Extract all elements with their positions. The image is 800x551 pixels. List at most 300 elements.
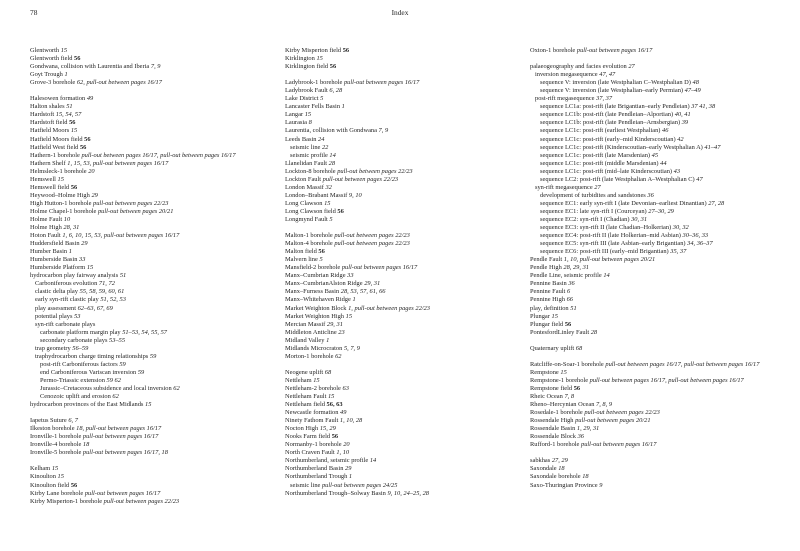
- index-page-ref: pull-out between pages 22/23: [93, 199, 169, 207]
- index-page-ref: 45: [651, 151, 659, 159]
- index-entry: [285, 95, 535, 103]
- index-entry: [530, 216, 792, 224]
- index-entry: [530, 240, 792, 248]
- index-page-ref: 51–53, 54, 55, 57: [122, 328, 167, 336]
- index-term: Kelham: [30, 465, 51, 473]
- index-term: seismic line: [290, 481, 321, 489]
- index-term: Neogene uplift: [285, 368, 324, 376]
- index-entry: [30, 482, 280, 490]
- index-term: Rempstone-1 borehole: [530, 376, 589, 384]
- index-entry: [530, 393, 792, 401]
- index-page-ref: 53: [74, 312, 81, 320]
- index-term: Normanby-1 borehole: [285, 441, 342, 449]
- index-entry: [530, 87, 792, 95]
- index-page-ref: 30, 32: [672, 224, 689, 232]
- index-term: Nettleham field: [285, 401, 325, 409]
- index-entry: [30, 465, 280, 473]
- index-page-ref: 15, 29: [319, 425, 336, 433]
- index-page-ref: 15: [316, 55, 323, 63]
- index-page-ref: 51: [66, 103, 73, 111]
- index-term: Heywood–Holme High: [30, 191, 90, 199]
- index-term: Saxondale: [530, 465, 557, 473]
- index-term: Rempstone: [530, 368, 559, 376]
- index-term: Laurentia, collision with Gondwana: [285, 127, 377, 135]
- index-entry: [530, 377, 792, 385]
- index-entry: [30, 103, 280, 111]
- index-page-ref: 24: [318, 135, 325, 143]
- index-entry: [530, 103, 792, 111]
- index-term: Permo-Triassic extension: [40, 376, 105, 384]
- index-page-ref: 9, 10: [348, 191, 362, 199]
- index-column-1: [30, 47, 280, 506]
- index-page-ref: 22: [321, 143, 329, 151]
- index-term: carbonate platform margin play: [40, 328, 121, 336]
- index-term: Northumberland Trough: [285, 473, 348, 481]
- index-entry: [30, 240, 280, 248]
- index-entry: [30, 305, 280, 313]
- index-term: Gondwana, collision with Laurentia and Iberia: [30, 63, 150, 71]
- index-term: Lake District: [285, 95, 319, 103]
- index-term: Plungar field: [530, 320, 564, 328]
- index-term: Nettleham-2 borehole: [285, 384, 341, 392]
- index-entry: [530, 457, 792, 465]
- index-entry: [285, 449, 535, 457]
- index-page-ref: 28, 29, 31: [563, 264, 589, 272]
- index-term: Malton field: [285, 248, 317, 256]
- index-page-ref: pull-out between pages 22/23: [103, 497, 180, 505]
- index-term: Quaternary uplift: [530, 344, 575, 352]
- index-term: post-rift Carboniferous factors: [40, 360, 118, 368]
- index-entry: [285, 393, 535, 401]
- index-term: sequence LC1b: post-rift (late Pendleian–Alportian): [540, 111, 674, 119]
- index-page-ref: 51: [119, 272, 127, 280]
- index-term: Malton-1 borehole: [285, 232, 333, 240]
- index-page-ref: 15: [551, 312, 558, 320]
- index-page-ref: 27, 29: [551, 457, 568, 465]
- index-entry: [530, 401, 792, 409]
- index-page-ref: 20: [343, 441, 350, 449]
- index-page-ref: 23: [338, 328, 345, 336]
- index-page-ref: 5: [329, 215, 333, 223]
- index-term: Rossendale Block: [530, 433, 576, 441]
- index-term: Mercian Massif: [285, 320, 326, 328]
- index-entry: [530, 305, 792, 313]
- index-term: Nettleham: [285, 376, 312, 384]
- index-page-ref: 62: [112, 393, 119, 401]
- index-entry: [285, 232, 535, 240]
- index-page-ref: pull-out between pages 20/21: [575, 417, 651, 425]
- index-entry: [30, 232, 280, 240]
- index-page-ref: 10: [63, 215, 71, 223]
- index-term: Hathern-1 borehole: [30, 151, 80, 159]
- index-page-ref: 47: [696, 175, 703, 183]
- index-term: Kinoulton field: [30, 481, 70, 489]
- index-term: Holme Fault: [30, 215, 63, 223]
- index-entry: [530, 288, 792, 296]
- index-term: syn-rift megasequence: [535, 183, 593, 191]
- index-entry: [285, 240, 535, 248]
- index-term: post-rift megasequence: [535, 95, 595, 103]
- index-entry: [285, 127, 535, 135]
- index-page-ref: 7, 9: [378, 127, 389, 135]
- index-page-ref: pull-out between pages 16/17: [341, 264, 418, 272]
- index-page-ref: pull-out between pages 24/25: [321, 481, 398, 489]
- index-page-ref: 53–55: [109, 336, 126, 344]
- index-term: sequence LC1b: post-rift (late Pendleian–Arnsbergian): [540, 119, 681, 127]
- index-term: seismic line: [290, 143, 321, 151]
- index-term: Grove-3 borehole: [30, 79, 76, 87]
- index-page-ref: 18: [558, 465, 565, 473]
- index-term: Kirby Misperton-1 borehole: [30, 497, 103, 505]
- index-term: Long Clawson field: [285, 207, 336, 215]
- index-entry: [285, 280, 535, 288]
- index-entry: [530, 136, 792, 144]
- index-entry: [530, 168, 792, 176]
- index-page-ref: 35, 37: [670, 248, 687, 256]
- index-page-ref: ,: [665, 376, 669, 384]
- index-page-ref: 29: [345, 465, 352, 473]
- index-term: Manx–Whitehaven Ridge: [285, 296, 351, 304]
- index-page-ref: 59: [119, 360, 126, 368]
- index-entry: [30, 361, 280, 369]
- index-entry: [285, 47, 535, 55]
- index-term: sequence EC2: syn-rift I (Chadian): [540, 215, 630, 223]
- index-entry: [30, 377, 280, 385]
- index-page-ref: pull-out between pages 16/17: [103, 232, 180, 240]
- index-entry: [30, 71, 280, 79]
- index-entry: [285, 200, 535, 208]
- index-entry: [30, 208, 280, 216]
- index-page-ref: pull-out between pages 22/23: [584, 409, 660, 417]
- index-page-ref: 27: [628, 63, 635, 71]
- index-page-ref: 1, 10,: [563, 256, 580, 264]
- index-entry: [285, 457, 535, 465]
- index-term: Long Clawson: [285, 199, 323, 207]
- index-term: Morton-1 borehole: [285, 352, 334, 360]
- index-entry: [30, 490, 280, 498]
- index-entry: [30, 47, 280, 55]
- index-gap: [530, 353, 792, 361]
- index-page-ref: 15: [60, 47, 68, 54]
- index-entry: [530, 433, 792, 441]
- index-term: sequence LC1c: post-rift (early–mid Kinderscoutian): [540, 135, 676, 143]
- index-entry: [285, 409, 535, 417]
- index-term: inversion megasequence: [535, 71, 598, 79]
- index-entry: [530, 425, 792, 433]
- index-page-ref: 36: [568, 280, 575, 288]
- index-term: Kinoulton: [30, 473, 56, 481]
- index-page-ref: 49: [86, 95, 94, 103]
- index-page-ref: pull-out between pages 22/23: [337, 167, 413, 175]
- index-page-ref: pull-out between pages 22/23: [334, 240, 410, 248]
- index-entry: [285, 79, 535, 87]
- index-entry: [530, 465, 792, 473]
- index-entry: [285, 465, 535, 473]
- index-entry: [30, 200, 280, 208]
- index-page-ref: 1, 10, 28: [339, 417, 363, 425]
- index-page-ref: 15, 54, 57: [55, 111, 82, 119]
- index-page-ref: 56: [318, 248, 325, 256]
- index-gap: [30, 457, 280, 465]
- index-page-ref: 56: [70, 481, 78, 489]
- index-entry: [530, 369, 792, 377]
- index-term: Malvern line: [285, 256, 318, 264]
- index-entry: [285, 176, 535, 184]
- index-page-ref: 15: [57, 175, 64, 183]
- index-page-ref: pull-out between pages 22/23: [322, 175, 399, 183]
- index-entry: [30, 95, 280, 103]
- index-term: Ladybrook-1 borehole: [285, 79, 343, 87]
- index-entry: [30, 345, 280, 353]
- index-page-ref: pull-out between pages 20/21: [579, 256, 656, 264]
- index-term: Hatfield West field: [30, 143, 79, 151]
- index-term: Mansfield-2 borehole: [285, 264, 341, 272]
- index-page-ref: 27: [594, 183, 601, 191]
- index-entry: [285, 385, 535, 393]
- index-page-ref: 5: [319, 256, 323, 264]
- index-page-ref: 15: [560, 368, 567, 376]
- index-page-ref: 1,: [348, 304, 355, 312]
- index-entry: [530, 313, 792, 321]
- index-entry: [530, 200, 792, 208]
- index-term: Pendle Line, seismic profile: [530, 272, 602, 280]
- index-gap: [30, 409, 280, 417]
- index-entry: [30, 353, 280, 361]
- index-page-ref: 14: [369, 457, 377, 465]
- index-term: Halesowen formation: [30, 95, 86, 103]
- index-entry: [285, 473, 535, 481]
- index-page-ref: 18: [82, 441, 90, 449]
- index-entry: [30, 288, 280, 296]
- index-entry: [285, 425, 535, 433]
- index-page-ref: 39: [681, 119, 689, 127]
- index-page-ref: 7, 9: [150, 63, 161, 71]
- index-term: hydrocarbon provinces of the East Midlands: [30, 401, 144, 409]
- index-term: potential plays: [35, 312, 73, 320]
- index-page-ref: 9: [599, 481, 603, 489]
- index-page-ref: 42: [677, 135, 684, 143]
- index-entry: [285, 490, 535, 498]
- index-term: Langar: [285, 111, 304, 119]
- index-page-ref: 36: [577, 433, 584, 441]
- index-page-ref: 56: [342, 47, 350, 54]
- index-term: Kirby Lane borehole: [30, 489, 84, 497]
- index-term: Goyt Trough: [30, 71, 63, 79]
- index-term: sequence EC1: late syn-rift I (Courceyan): [540, 207, 647, 215]
- index-page-ref: 62,: [76, 79, 87, 87]
- index-page-ref: 14: [329, 151, 336, 159]
- index-entry: [30, 337, 280, 345]
- index-entry: [530, 63, 792, 71]
- index-page-ref: pull-out between pages 16/17: [84, 489, 161, 497]
- index-entry: [285, 337, 535, 345]
- index-entry: [530, 119, 792, 127]
- index-term: North Craven Fault: [285, 449, 335, 457]
- index-page-ref: 27–30, 29: [648, 207, 674, 215]
- index-term: sequence LC2: post-rift (late Westphalian A–Westphalian C): [540, 175, 695, 183]
- index-page-ref: 15: [51, 465, 59, 473]
- index-gap: [30, 87, 280, 95]
- index-entry: [530, 152, 792, 160]
- index-entry: [285, 87, 535, 95]
- index-term: Halton shales: [30, 103, 65, 111]
- index-entry: [30, 256, 280, 264]
- index-entry: [285, 192, 535, 200]
- index-page-ref: 47–49: [684, 87, 701, 95]
- index-page-ref: 59: [137, 368, 145, 376]
- page-number: 78: [30, 8, 38, 17]
- index-term: Rempstone field: [530, 384, 573, 392]
- index-page-ref: 1, 15, 53,: [67, 159, 93, 167]
- index-page-ref: 1: [68, 248, 72, 256]
- index-term: Pennine Basin: [530, 280, 567, 288]
- index-term: Oxton-1 borehole: [530, 47, 576, 54]
- index-term: Kirklington field: [285, 63, 329, 71]
- index-entry: [285, 288, 535, 296]
- index-page-ref: pull-out between pages 16/17: [92, 159, 169, 167]
- index-term: Northumberland Basin: [285, 465, 344, 473]
- index-page-ref: 56: [331, 433, 339, 441]
- index-page-ref: 6: [566, 288, 571, 296]
- index-term: sequence LC1c: post-rift (middle Marsdenian): [540, 159, 659, 167]
- index-page-ref: , 18: [158, 449, 168, 457]
- index-page-ref: 5, 7, 9: [343, 344, 360, 352]
- index-entry: [530, 71, 792, 79]
- index-entry: [285, 482, 535, 490]
- index-term: trap geometry: [35, 344, 71, 352]
- index-page-ref: 56: [74, 55, 81, 63]
- index-page-ref: 8: [308, 119, 312, 127]
- index-term: Saxondale borehole: [530, 473, 581, 481]
- index-entry: [30, 55, 280, 63]
- index-term: Northumberland, seismic profile: [285, 457, 369, 465]
- index-page-ref: pull-out between pages 16/17: [343, 79, 420, 87]
- index-term: High Hutton-1 borehole: [30, 199, 92, 207]
- index-entry: [530, 184, 792, 192]
- index-page-ref: 1, 29, 31: [576, 425, 600, 433]
- index-page-ref: pull-out between pages 22/23: [334, 232, 410, 240]
- index-entry: [30, 272, 280, 280]
- index-entry: [530, 256, 792, 264]
- index-term: Humberside Platform: [30, 264, 86, 272]
- index-page-ref: ,: [156, 151, 161, 159]
- index-page-ref: 18: [582, 473, 589, 481]
- index-term: Cenozoic uplift and erosion: [40, 393, 111, 401]
- index-entry: [30, 111, 280, 119]
- index-term: Market Weighton Block: [285, 304, 347, 312]
- index-page-ref: 47, 47: [599, 71, 616, 79]
- index-gap: [285, 224, 535, 232]
- index-page-ref: 30, 31: [631, 215, 648, 223]
- index-entry: [285, 441, 535, 449]
- index-term: Newcastle formation: [285, 409, 339, 417]
- index-term: Plungar: [530, 312, 550, 320]
- index-page-ref: 33: [79, 256, 86, 264]
- index-page-ref: 41–47: [704, 143, 721, 151]
- index-entry: [30, 144, 280, 152]
- index-entry: [530, 385, 792, 393]
- index-term: sequence EC4: post-rift II (late Holkerian–mid Asbian): [540, 232, 681, 240]
- index-term: Ninety Fathom Fault: [285, 417, 339, 425]
- index-term: Hardstoft: [30, 111, 55, 119]
- index-page-ref: pull-out between pages 16/17: [85, 425, 162, 433]
- index-page-ref: 40, 41: [674, 111, 691, 119]
- index-entry: [30, 136, 280, 144]
- index-entry: [530, 224, 792, 232]
- index-page-ref: pull-out between pages 16/17: [589, 376, 666, 384]
- index-page-ref: ,: [680, 360, 685, 368]
- index-entry: [285, 216, 535, 224]
- index-page-ref: 49: [340, 409, 347, 417]
- index-page-ref: 29: [91, 191, 98, 199]
- index-term: Huddersfield Basin: [30, 240, 80, 248]
- index-entry: [285, 345, 535, 353]
- index-entry: [285, 401, 535, 409]
- index-page-ref: 28: [328, 159, 336, 167]
- index-term: Humber Basin: [30, 248, 68, 256]
- index-page-ref: 15: [327, 393, 335, 401]
- index-term: syn-rift carbonate plays: [35, 320, 96, 328]
- index-page-ref: 66: [566, 296, 573, 304]
- index-page-ref: 62: [173, 384, 180, 392]
- index-entry: [530, 409, 792, 417]
- index-term: sequence EC3: syn-rift II (late Chadian–Holkerian): [540, 224, 672, 232]
- index-entry: [30, 329, 280, 337]
- index-entry: [530, 127, 792, 135]
- index-term: Malton-4 borehole: [285, 240, 333, 248]
- index-term: Jurassic–Cretaceous subsidence and local inversion: [40, 384, 172, 392]
- index-entry: [285, 264, 535, 272]
- index-term: Nooks Farm field: [285, 433, 331, 441]
- index-page-ref: 15: [86, 264, 94, 272]
- index-term: Hatfield Moors field: [30, 135, 83, 143]
- index-page-ref: pull-out between pages 16/17: [160, 151, 236, 159]
- index-page-ref: 1: [341, 103, 345, 111]
- index-term: Lancaster Fells Basin: [285, 103, 341, 111]
- index-entry: [30, 401, 280, 409]
- index-entry: [530, 482, 792, 490]
- index-entry: [30, 321, 280, 329]
- index-term: Holme High: [30, 224, 62, 232]
- index-page-ref: pull-out between pages 16/17: [81, 151, 157, 159]
- index-page-ref: 27, 28: [708, 199, 725, 207]
- index-page-ref: 15: [145, 401, 152, 409]
- index-page-ref: 1, 10: [336, 449, 350, 457]
- index-page-ref: 15: [324, 199, 331, 207]
- index-term: development of turbidites and sandstones: [540, 191, 646, 199]
- index-term: Ironville-5 borehole: [30, 449, 82, 457]
- index-entry: [285, 160, 535, 168]
- index-gap: [530, 55, 792, 63]
- index-term: play assessment: [35, 304, 76, 312]
- index-page-ref: pull-out between pages 16/17: [86, 79, 162, 87]
- index-term: Rheno–Hercynian Ocean: [530, 401, 595, 409]
- index-page-ref: 15: [57, 473, 64, 481]
- index-term: Rossendale High: [530, 417, 574, 425]
- index-entry: [530, 280, 792, 288]
- index-page-ref: 59: [149, 352, 157, 360]
- index-page-ref: 28, 53, 57, 61, 66: [340, 288, 386, 296]
- index-term: Rheic Ocean: [530, 393, 563, 401]
- index-term: sequence EC1: early syn-rift I (late Devonian–earliest Dinantian): [540, 199, 707, 207]
- index-page-ref: 29, 31: [364, 280, 381, 288]
- index-term: Saxo-Thuringian Province: [530, 481, 598, 489]
- index-page-ref: 46: [662, 127, 669, 135]
- index-entry: [530, 296, 792, 304]
- index-entry: [285, 248, 535, 256]
- index-entry: [530, 248, 792, 256]
- index-entry: [530, 192, 792, 200]
